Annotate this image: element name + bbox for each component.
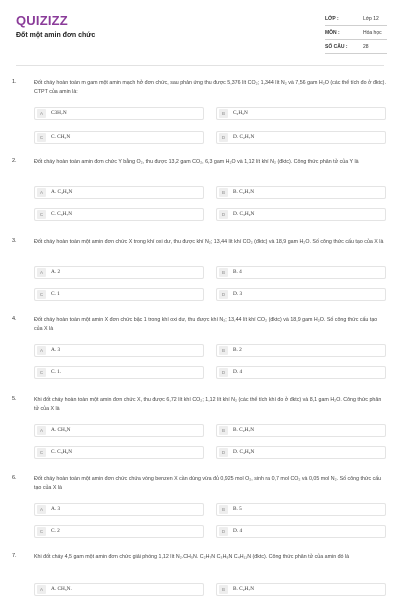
option-letter: A: [37, 346, 46, 355]
answer-option-a[interactable]: [34, 583, 204, 596]
option-text: D. 4: [233, 369, 243, 375]
answer-option-a[interactable]: [34, 503, 204, 516]
header-divider: [16, 65, 384, 66]
option-letter: A: [37, 585, 46, 594]
question-stem: Đốt cháy hoàn toàn m gam một amin mạch hở đơn chức, sau phản ứng thu được 5,376 lít CO₂; 1,344 lít N₂ và 7,56 gam H₂O (các thể tích đo ở đktc). CTPT của amin là:: [34, 80, 386, 95]
option-letter: B: [219, 426, 228, 435]
option-text: B. 4: [233, 269, 242, 275]
option-text: A. 3: [51, 347, 61, 353]
option-text: C. 1: [51, 291, 60, 297]
option-text: D. 4: [233, 528, 243, 534]
option-text: D. C₄H₉N: [233, 449, 255, 455]
answer-option-a[interactable]: [34, 344, 204, 357]
answer-option-c[interactable]: [34, 208, 204, 221]
answer-option-a[interactable]: [34, 107, 204, 120]
question-7: [12, 553, 392, 599]
question-2: [12, 158, 392, 228]
option-letter: A: [37, 188, 46, 197]
option-letter: B: [219, 346, 228, 355]
option-text: B. 5: [233, 506, 242, 512]
meta-underline: [325, 25, 387, 26]
option-text: A. C₄H₉N: [51, 189, 73, 195]
option-text: A. CH₅N.: [51, 586, 72, 592]
question-number: 2.: [12, 158, 17, 164]
option-letter: C: [37, 448, 46, 457]
option-text: A. 3: [51, 506, 61, 512]
question-stem: Đốt cháy hoàn toàn một amin đơn chức chứa vòng benzen X cần dùng vừa đủ 0,925 mol O₂, sinh ra 0,7 mol CO₂ và 0,05 mol N₂. Số công thức cấu tạo của X là: [34, 476, 382, 491]
meta-key: LỚP :: [325, 16, 339, 22]
option-text: B. C₂H₇N: [233, 427, 255, 433]
option-text: C. C₃H₉N: [51, 449, 73, 455]
meta-value: Lớp 12: [363, 16, 379, 22]
option-letter: D: [219, 527, 228, 536]
option-letter: A: [37, 505, 46, 514]
question-stem: Khi đốt cháy hoàn toàn một amin đơn chức X, thu được 6,72 lít khí CO₂; 1,12 lít khí N₂ (các thể tích khí đo ở đktc) và 8,1 gam H₂O. Công thức phân tử của X là: [34, 397, 382, 412]
option-letter: C: [37, 527, 46, 536]
question-1: [12, 79, 392, 149]
answer-option-c[interactable]: [34, 131, 204, 144]
meta-key: SỐ CÂU :: [325, 44, 348, 50]
option-text: D. C₂H₇N: [233, 134, 255, 140]
meta-underline: [325, 53, 387, 54]
option-letter: B: [219, 585, 228, 594]
option-letter: B: [219, 505, 228, 514]
option-text: C. CH₅N: [51, 134, 71, 140]
question-5: [12, 396, 392, 466]
option-text: C₂H₅N: [233, 110, 248, 116]
question-6: [12, 475, 392, 545]
question-stem: Đốt cháy hoàn toàn một amin X đơn chức bậc 1 trong khí oxi dư, thu được khí N₂; 13,44 lít khí CO₂ (đktc) và 18,9 gam H₂O. Số công thức cấu tạo của X là: [34, 317, 378, 332]
option-letter: A: [37, 426, 46, 435]
answer-option-c[interactable]: [34, 446, 204, 459]
option-letter: B: [219, 268, 228, 277]
answer-option-b[interactable]: [216, 266, 386, 279]
answer-option-b[interactable]: [216, 186, 386, 199]
answer-option-a[interactable]: [34, 424, 204, 437]
answer-option-b[interactable]: [216, 344, 386, 357]
question-stem: Khi đốt cháy 4,5 gam một amin đơn chức giải phóng 1,12 lít N₂.CH₅N. C₂H₇N C₃H₉N C₄H₁₁N (đktc). Công thức phân tử của amin đó là: [34, 554, 350, 560]
option-letter: D: [219, 210, 228, 219]
option-letter: D: [219, 448, 228, 457]
option-letter: D: [219, 133, 228, 142]
question-number: 7.: [12, 553, 17, 559]
question-number: 1.: [12, 79, 17, 85]
meta-value: Hóa học: [363, 30, 382, 36]
option-letter: C: [37, 133, 46, 142]
option-letter: A: [37, 109, 46, 118]
option-text: C3H₇N: [51, 110, 67, 116]
option-letter: B: [219, 109, 228, 118]
option-text: C. C₃H₇N: [51, 211, 73, 217]
answer-option-a[interactable]: [34, 266, 204, 279]
quizizz-logo: QUIZIZZ: [16, 13, 68, 28]
option-text: B. 2: [233, 347, 242, 353]
document-title: Đốt một amin đơn chức: [16, 32, 96, 39]
answer-option-d[interactable]: [216, 288, 386, 301]
question-4: [12, 316, 392, 386]
question-number: 5.: [12, 396, 17, 402]
meta-underline: [325, 39, 387, 40]
meta-value: 28: [363, 44, 369, 50]
question-number: 4.: [12, 316, 17, 322]
option-letter: C: [37, 368, 46, 377]
option-letter: C: [37, 290, 46, 299]
option-text: B. C₂H₇N: [233, 189, 255, 195]
option-text: B. C₂H₇N: [233, 586, 255, 592]
answer-option-d[interactable]: [216, 525, 386, 538]
question-stem: Đốt cháy hoàn toàn amin đơn chức Y bằng O₂, thu được 13,2 gam CO₂, 6,3 gam H₂O và 1,12 lít khí N₂ (đktc). Công thức phân tử của Y là: [34, 159, 359, 165]
answer-option-d[interactable]: [216, 131, 386, 144]
answer-option-d[interactable]: [216, 366, 386, 379]
option-text: C. 1.: [51, 369, 62, 375]
answer-option-b[interactable]: [216, 583, 386, 596]
answer-option-d[interactable]: [216, 446, 386, 459]
option-letter: D: [219, 368, 228, 377]
answer-option-b[interactable]: [216, 503, 386, 516]
option-letter: D: [219, 290, 228, 299]
answer-option-a[interactable]: [34, 186, 204, 199]
answer-option-c[interactable]: [34, 525, 204, 538]
answer-option-d[interactable]: [216, 208, 386, 221]
option-text: D. 3: [233, 291, 243, 297]
question-stem: Đốt cháy hoàn toàn một amin đơn chức X trong khí oxi dư, thu được khí N₂; 13,44 lít khí CO₂ (đktc) và 18,9 gam H₂O. Số công thức cấu tạo của X là: [34, 239, 384, 245]
option-text: C. 2: [51, 528, 60, 534]
option-letter: B: [219, 188, 228, 197]
answer-option-b[interactable]: [216, 107, 386, 120]
option-letter: C: [37, 210, 46, 219]
option-text: D. C₃H₉N: [233, 211, 255, 217]
option-text: A. 2: [51, 269, 61, 275]
answer-option-c[interactable]: [34, 366, 204, 379]
option-text: A. CH₅N: [51, 427, 71, 433]
question-number: 3.: [12, 238, 17, 244]
question-3: [12, 238, 392, 308]
meta-key: MÔN :: [325, 30, 340, 36]
answer-option-b[interactable]: [216, 424, 386, 437]
answer-option-c[interactable]: [34, 288, 204, 301]
question-number: 6.: [12, 475, 17, 481]
option-letter: A: [37, 268, 46, 277]
